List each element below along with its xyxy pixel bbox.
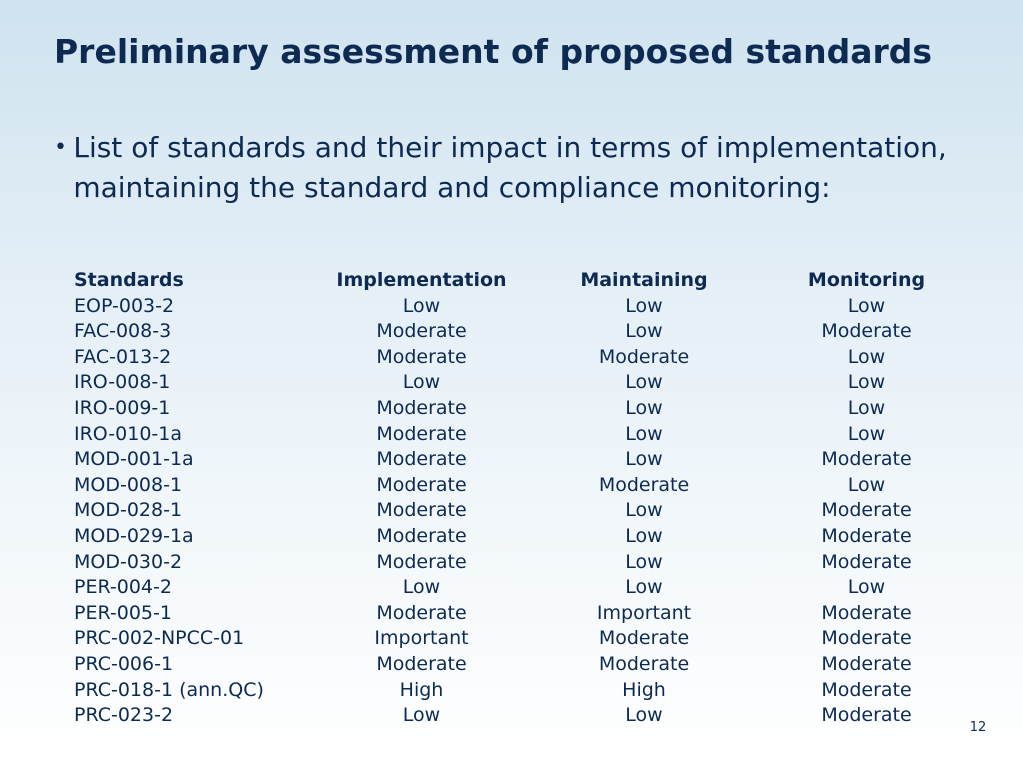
cell-implementation: Moderate — [376, 448, 467, 471]
cell-implementation: Moderate — [376, 345, 467, 368]
cell-maintaining: Low — [625, 422, 663, 445]
cell-monitoring: Low — [847, 473, 886, 496]
cell-standard: PRC-018-1 (ann.QC) — [74, 678, 264, 701]
header-implementation: Implementation — [336, 269, 507, 291]
cell-maintaining: Low — [625, 320, 663, 343]
cell-maintaining: Moderate — [598, 345, 690, 368]
cell-monitoring: Low — [847, 422, 886, 445]
table-row — [68, 396, 974, 422]
table-row — [68, 575, 974, 601]
table-body — [68, 294, 974, 729]
cell-monitoring: Moderate — [821, 704, 912, 727]
table-row — [68, 370, 974, 396]
cell-implementation: Moderate — [376, 652, 467, 675]
table-row — [68, 601, 974, 627]
cell-monitoring: Moderate — [821, 320, 912, 343]
cell-maintaining: Important — [596, 601, 692, 624]
cell-implementation: Low — [402, 704, 441, 727]
header-monitoring: Monitoring — [807, 269, 926, 291]
cell-standard: MOD-029-1a — [74, 524, 194, 547]
cell-implementation: High — [399, 678, 444, 701]
cell-monitoring: Low — [847, 345, 886, 368]
cell-standard: IRO-010-1a — [74, 422, 182, 445]
bullet-point — [54, 128, 954, 207]
cell-maintaining: Low — [625, 396, 663, 419]
cell-maintaining: Moderate — [598, 627, 690, 650]
cell-monitoring: Moderate — [821, 678, 912, 701]
cell-standard: PRC-006-1 — [74, 652, 174, 675]
cell-standard: PRC-023-2 — [74, 704, 174, 727]
cell-standard: IRO-009-1 — [74, 396, 171, 419]
cell-maintaining: Low — [625, 704, 663, 727]
cell-implementation: Moderate — [376, 422, 467, 445]
cell-implementation: Low — [402, 371, 441, 394]
cell-monitoring: Moderate — [821, 627, 912, 650]
cell-maintaining: Moderate — [598, 473, 690, 496]
cell-monitoring: Moderate — [821, 448, 912, 471]
cell-monitoring: Moderate — [821, 499, 912, 522]
table-row — [68, 422, 974, 448]
header-maintaining: Maintaining — [580, 269, 708, 291]
cell-implementation: Moderate — [376, 499, 467, 522]
slide-title: Preliminary assessment of proposed standards — [54, 32, 933, 71]
cell-standard: MOD-008-1 — [74, 473, 183, 496]
cell-standard: PER-004-2 — [74, 576, 172, 599]
table-row — [68, 703, 974, 729]
cell-implementation: Moderate — [376, 320, 467, 343]
table-row — [68, 550, 974, 576]
cell-monitoring: Moderate — [821, 524, 912, 547]
standards-table — [68, 268, 974, 729]
table-row — [68, 319, 974, 345]
cell-standard: FAC-008-3 — [74, 320, 172, 343]
table-row — [68, 678, 974, 704]
cell-implementation: Important — [374, 627, 469, 650]
cell-monitoring: Low — [847, 294, 886, 317]
cell-monitoring: Low — [847, 396, 886, 419]
cell-standard: FAC-013-2 — [74, 345, 172, 368]
cell-implementation: Moderate — [376, 601, 467, 624]
cell-standard: IRO-008-1 — [74, 371, 171, 394]
cell-implementation: Low — [402, 294, 441, 317]
cell-monitoring: Moderate — [821, 550, 912, 573]
cell-maintaining: Low — [625, 499, 663, 522]
table-row — [68, 524, 974, 550]
table-row — [68, 447, 974, 473]
table-row — [68, 294, 974, 320]
cell-monitoring: Low — [847, 371, 886, 394]
cell-standard: MOD-030-2 — [74, 550, 183, 573]
cell-monitoring: Low — [847, 576, 886, 599]
table-row — [68, 473, 974, 499]
cell-maintaining: Low — [625, 576, 663, 599]
cell-maintaining: Low — [625, 294, 663, 317]
cell-standard: MOD-028-1 — [74, 499, 183, 522]
cell-maintaining: High — [622, 678, 666, 701]
cell-maintaining: Low — [625, 371, 663, 394]
bullet-text: List of standards and their impact in terms of implementation, maintaining the standard and compliance monitoring: — [73, 131, 947, 204]
header-standards: Standards — [74, 269, 184, 291]
page-number: 12 — [969, 720, 987, 735]
table-row — [68, 626, 974, 652]
cell-implementation: Moderate — [376, 524, 467, 547]
cell-standard: EOP-003-2 — [74, 294, 175, 317]
cell-maintaining: Low — [625, 448, 663, 471]
cell-maintaining: Low — [625, 550, 663, 573]
cell-monitoring: Moderate — [821, 601, 912, 624]
table-row — [68, 652, 974, 678]
cell-implementation: Moderate — [376, 550, 467, 573]
cell-standard: MOD-001-1a — [74, 448, 194, 471]
cell-maintaining: Low — [625, 524, 663, 547]
bullet-icon: • — [54, 135, 67, 160]
cell-implementation: Moderate — [376, 473, 467, 496]
cell-maintaining: Moderate — [598, 652, 690, 675]
cell-implementation: Moderate — [376, 396, 467, 419]
table-row — [68, 345, 974, 371]
table-header-row — [68, 268, 974, 294]
cell-monitoring: Moderate — [821, 652, 912, 675]
cell-standard: PER-005-1 — [74, 601, 172, 624]
cell-implementation: Low — [402, 576, 441, 599]
cell-standard: PRC-002-NPCC-01 — [74, 627, 245, 650]
table-row — [68, 498, 974, 524]
